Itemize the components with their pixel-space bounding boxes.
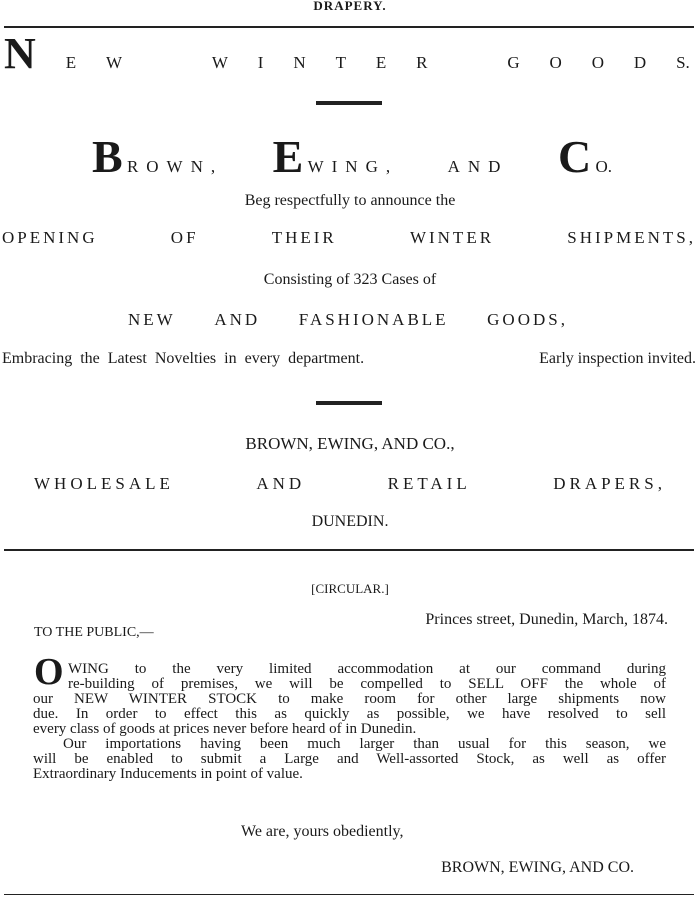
headline-letter: G	[507, 53, 520, 72]
trade-line	[34, 474, 666, 494]
opening-word: WINTER	[409, 228, 495, 247]
text-line: our NEW WINTER STOCK to make room for other large shipments now	[33, 691, 666, 707]
paragraph-2	[33, 737, 666, 782]
section-rule	[4, 549, 694, 551]
closing-line: We are, yours obediently,	[241, 823, 404, 840]
trade-word: AND	[256, 474, 306, 493]
headline	[4, 29, 690, 78]
short-rule	[316, 401, 382, 405]
trade-word: RETAIL	[387, 474, 471, 493]
text-line: Extraordinary Inducements in point of value.	[33, 766, 303, 782]
headline-letter: E	[65, 53, 77, 72]
firm-co-rest: O.	[595, 157, 612, 176]
headline-letter: I	[257, 53, 264, 72]
text-line: re-building of premises, we will be compelled to SELL OFF the whole of	[68, 676, 666, 692]
text-line: due. In order to effect this as quickly as possible, we have resolved to sell	[33, 706, 666, 722]
headline-letter: D	[633, 53, 647, 72]
section-header: DRAPERY.	[313, 0, 387, 13]
announce-line: Beg respectfully to announce the	[244, 192, 456, 209]
firm-ewing-cap: E	[272, 131, 304, 182]
firm-ewing-rest: WING,	[307, 157, 399, 176]
headline-letter: R	[416, 53, 428, 72]
city-line: DUNEDIN.	[311, 513, 389, 530]
drop-cap: O	[34, 651, 64, 693]
headline-letter: E	[375, 53, 387, 72]
opening-word: THEIR	[271, 228, 337, 247]
trade-word: DRAPERS,	[553, 474, 666, 493]
goods-line	[128, 310, 568, 330]
embracing-line	[2, 350, 696, 368]
early-inspection: Early inspection invited.	[539, 350, 696, 367]
goods-word: NEW	[128, 310, 176, 329]
text-line: every class of goods at prices never before heard of in Dunedin.	[33, 721, 417, 737]
paragraph-1	[33, 662, 666, 737]
short-rule	[316, 101, 382, 105]
firm-name-line: BROWN, EWING, AND CO.,	[245, 434, 455, 453]
firm-title	[92, 130, 612, 183]
trade-word: WHOLESALE	[34, 474, 174, 493]
firm-brown-cap: B	[92, 131, 123, 182]
consisting-line: Consisting of 323 Cases of	[263, 271, 437, 288]
embracing-text: Embracing the Latest Novelties in every department.	[2, 350, 365, 367]
firm-and: AND	[447, 157, 509, 176]
headline-letter: S.	[676, 53, 690, 72]
opening-line	[2, 228, 696, 248]
salutation: TO THE PUBLIC,—	[34, 625, 154, 640]
goods-word: AND	[214, 310, 261, 329]
header-rule	[4, 26, 694, 28]
headline-letter: W	[211, 53, 228, 72]
headline-letter: N	[4, 29, 36, 78]
goods-word: FASHIONABLE	[298, 310, 449, 329]
headline-letter: O	[549, 53, 562, 72]
goods-word: GOODS,	[487, 310, 568, 329]
circular-label: [CIRCULAR.]	[311, 581, 389, 596]
headline-letter: T	[335, 53, 346, 72]
opening-word: OF	[170, 228, 199, 247]
signature-line: BROWN, EWING, AND CO.	[441, 859, 634, 876]
headline-letter: N	[293, 53, 306, 72]
text-line: will be enabled to submit a Large and Well-assorted Stock, as well as offer	[33, 751, 666, 767]
firm-co-cap: C	[557, 131, 592, 182]
text-line: WING to the very limited accommodation at our command during	[68, 661, 666, 677]
opening-word: OPENING	[2, 228, 98, 247]
opening-word: SHIPMENTS,	[567, 228, 696, 247]
text-line: Our importations having been much larger than usual for this season, we	[63, 736, 666, 752]
footer-rule	[4, 894, 694, 895]
headline-letter: O	[591, 53, 604, 72]
firm-brown-rest: ROWN,	[126, 157, 224, 176]
headline-letter: W	[105, 53, 123, 72]
dateline: Princes street, Dunedin, March, 1874.	[425, 611, 668, 628]
